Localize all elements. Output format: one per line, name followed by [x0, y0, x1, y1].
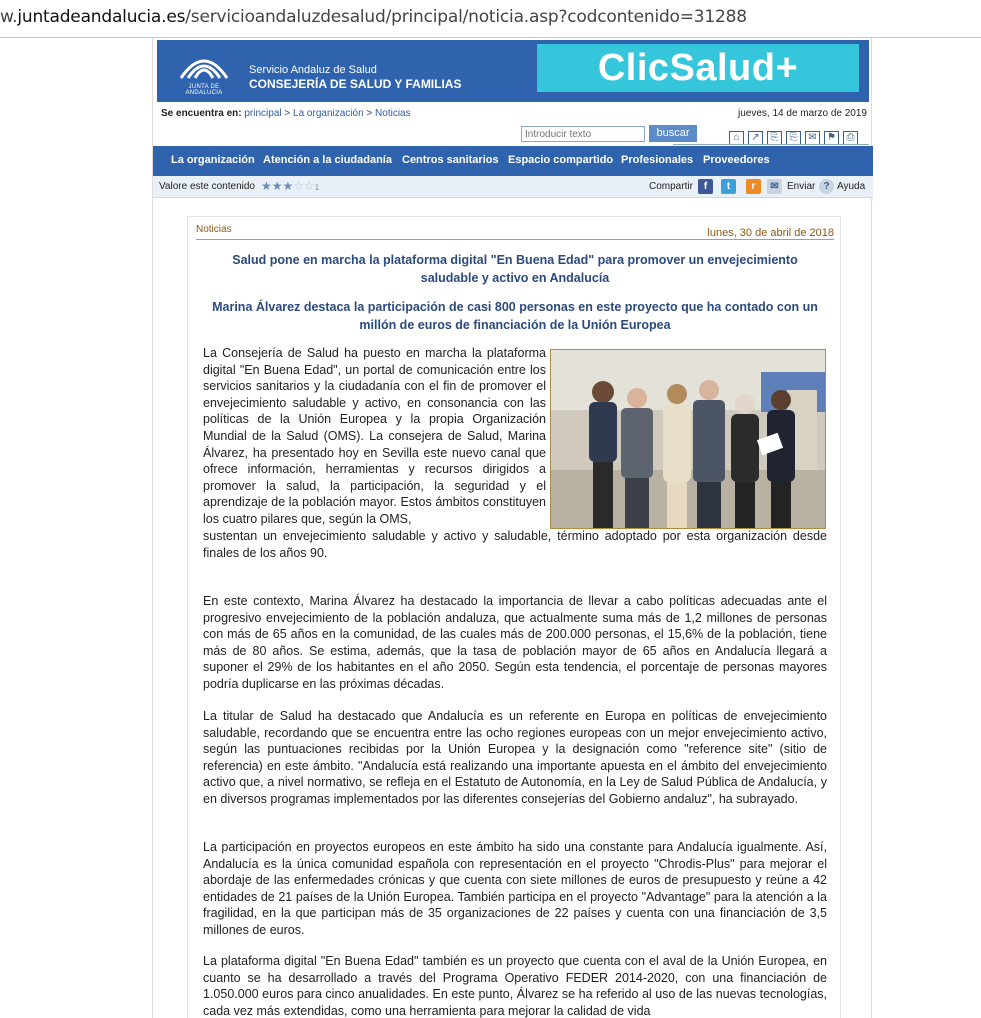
- article-date: lunes, 30 de abril de 2018: [707, 227, 834, 239]
- toolbar-divider: [673, 144, 869, 145]
- rating-stars-on[interactable]: ★★★: [261, 179, 294, 193]
- rating-label: Valore este contenido: [159, 181, 255, 192]
- bookmark-icon[interactable]: ⚑: [824, 131, 839, 145]
- site-header: [157, 40, 869, 102]
- paragraph-3: La titular de Salud ha destacado que Andalucía es un referente en Europa en políticas de envejecimiento saludable, recordando que se encuentra entre las ocho regiones europeas con un mejor envejecimiento activo, según las puntuaciones recibidas por la Unión Europea y la designación como "reference site" (sitio de referencia) en este ámbito. "Andalucía está realizando una importante apuesta en el ámbito del envejecimiento activo que, a nivel normativo, se refleja en el Estatuto de Autonomía, en la Ley de Salud Pública de Andalucía, y en diversos programas implementados por las diferentes consejerías del Gobierno andaluz", ha subrayado.: [203, 709, 827, 806]
- main-nav: [153, 146, 873, 176]
- document-icon[interactable]: ⎘: [786, 131, 801, 145]
- twitter-icon[interactable]: t: [721, 179, 736, 194]
- article-category: Noticias: [196, 224, 232, 235]
- breadcrumb: [161, 108, 869, 124]
- nav-proveedores[interactable]: Proveedores: [703, 154, 770, 166]
- search-button[interactable]: buscar: [649, 125, 697, 142]
- utility-bar: [153, 176, 873, 198]
- current-date: jueves, 14 de marzo de 2019: [738, 108, 867, 119]
- organization-name: [249, 64, 461, 92]
- share-label: Compartir: [649, 181, 693, 192]
- rating-count: 1: [314, 183, 320, 192]
- paragraph-1-intro: La Consejería de Salud ha puesto en marcha la plataforma digital "En Buena Edad", un portal de comunicación entre los servicios sanitarios y la ciudadanía con el fin de promover el envejecimiento saludable y activo, en consonancia con las políticas de la Unión Europea y la propia Organización Mundial de la Salud (OMS). La consejera de Salud, Marina Álvarez, ha presentado hoy en Sevilla este nuevo canal que ofrece información, herramientas y recursos dirigidos a promover la salud, la participación, la seguridad y el aprendizaje de la población mayor. Estos ámbitos constituyen los cuatro pilares que, según la OMS,: [203, 346, 546, 526]
- rating-stars-off[interactable]: ☆☆: [293, 179, 315, 193]
- logo-text: JUNTA DE ANDALUCIA: [185, 84, 223, 96]
- mail-icon[interactable]: ✉: [805, 131, 820, 145]
- paragraph-5: La plataforma digital "En Buena Edad" también es un proyecto que cuenta con el aval de la Unión Europea, en cuanto se ha desarrollado a través del Programa Operativo FEDER 2014-2020, con una financiación de 1.050.000 euros para cinco anualidades. En este punto, Álvarez se ha referido al uso de las nuevas tecnologías, cada vez más extendidas, como una herramienta para mejorar la calidad de vida: [203, 954, 827, 1018]
- help-link[interactable]: Ayuda: [837, 181, 866, 192]
- article-subtitle: Marina Álvarez destaca la participación de casi 800 personas en este proyecto que ha contado con un millón de euros de financiación de la Unión Europea: [212, 300, 818, 332]
- junta-logo[interactable]: [171, 46, 237, 96]
- help-icon[interactable]: ?: [819, 179, 834, 194]
- print-icon[interactable]: ⎙: [843, 131, 858, 145]
- rating-stars[interactable]: [261, 179, 319, 193]
- nav-centros-sanitarios[interactable]: Centros sanitarios: [402, 154, 499, 166]
- breadcrumb-separator: >: [366, 108, 373, 119]
- browser-url-bar[interactable]: [0, 0, 981, 38]
- article-meta: [196, 223, 834, 240]
- breadcrumb-principal[interactable]: principal: [244, 108, 282, 119]
- paragraph-2: En este contexto, Marina Álvarez ha destacado la importancia de llevar a cabo políticas adecuadas ante el progresivo envejecimiento de la población andaluza, que actualmente suma más de 1,2 millones de personas con más de 65 años en la comunidad, de las cuales más de 200.000 personas, el 15,6% de la población, tiene más de 80 años. Se estima, además, que la tasa de población mayor de 65 años en Andalucía llegará a suponer el 29% de los habitantes en el año 2050. Según esta tendencia, el porcentaje de personas mayores podría duplicarse en las próximas décadas.: [203, 594, 827, 691]
- clicsalud-banner[interactable]: ClicSalud+: [537, 44, 859, 92]
- rss-icon[interactable]: r: [746, 179, 761, 194]
- mail-icon[interactable]: ✉: [767, 179, 782, 194]
- nav-la-organizacion[interactable]: La organización: [171, 154, 255, 166]
- article-photo: [550, 349, 826, 529]
- paragraph-1-end: sustentan un envejecimiento saludable y activo y saludable, término adoptado por esta organización desde finales de los años 90.: [203, 529, 827, 560]
- send-link[interactable]: Enviar: [787, 181, 816, 192]
- search-input[interactable]: [521, 126, 645, 142]
- breadcrumb-separator: >: [284, 108, 291, 119]
- group-photo-image: [551, 350, 826, 529]
- facebook-icon[interactable]: f: [698, 179, 713, 194]
- ministry-name: CONSEJERÍA DE SALUD Y FAMILIAS: [249, 77, 462, 91]
- breadcrumb-noticias[interactable]: Noticias: [375, 108, 411, 119]
- copy-icon[interactable]: ⎘: [767, 131, 782, 145]
- toolbar-icons: [729, 127, 862, 143]
- paragraph-4: La participación en proyectos europeos en este ámbito ha sido una constante para Andalucía igualmente. Así, Andalucía es la única comunidad española con representación en el proyecto "Chrodis-Plus" para mejorar el abordaje de las enfermedades crónicas y que cuenta con siete millones de euros de presupuesto y reúne a 42 entidades de 21 países de la Unión Europea. También participa en el proyecto "Advantage" para la atención a la fragilidad, en la que participan más de 35 organizaciones de 22 países y cuenta con una financiación de 3,5 millones de euros.: [203, 840, 827, 937]
- nav-atencion-ciudadania[interactable]: Atención a la ciudadanía: [263, 154, 392, 166]
- breadcrumb-label: Se encuentra en:: [161, 108, 242, 119]
- junta-arcs-icon: [177, 50, 231, 80]
- news-article: [187, 216, 841, 1018]
- home-icon[interactable]: ⌂: [729, 131, 744, 145]
- url-text[interactable]: w.juntadeandalucia.es/servicioandaluzdesalud/principal/noticia.asp?codcontenido=31288: [0, 7, 747, 27]
- external-link-icon[interactable]: ↗: [748, 131, 763, 145]
- breadcrumb-organizacion[interactable]: La organización: [293, 108, 364, 119]
- page-container: [152, 38, 872, 1018]
- nav-profesionales[interactable]: Profesionales: [621, 154, 694, 166]
- service-name: Servicio Andaluz de Salud: [249, 64, 377, 76]
- article-title: Salud pone en marcha la plataforma digital "En Buena Edad" para promover un envejecimiento saludable y activo en Andalucía: [232, 253, 798, 285]
- nav-espacio-compartido[interactable]: Espacio compartido: [508, 154, 614, 166]
